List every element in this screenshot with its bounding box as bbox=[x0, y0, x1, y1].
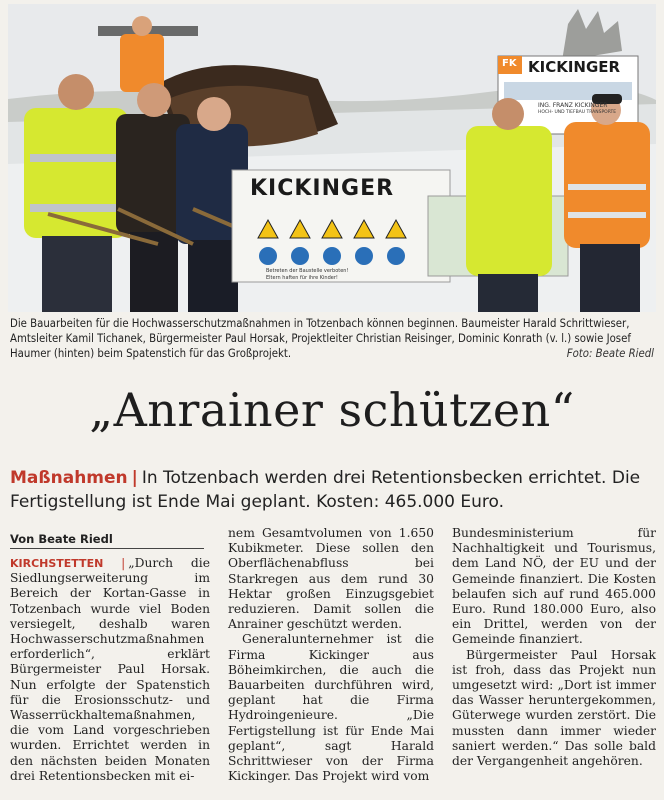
subhead-text: In Totzenbach werden drei Retentionsbecken errichtet. Die Fertigstellung ist Ende Mai geplant. Kosten: 465.000 Euro. bbox=[10, 468, 641, 512]
col3-paragraph-2: Bürgermeister Paul Horsak ist froh, dass das Projekt nun umgesetzt wird: „Dort ist immer das Wasser heruntergekommen, Güterwege wurden zerstört. Die mussten dann immer wieder saniert werden.“ Das solle bald der Vergangenheit angehören. bbox=[452, 647, 656, 769]
sign-subtitle-line: HOCH- UND TIEFBAU TRANSPORTE bbox=[538, 110, 617, 115]
dateline-separator: | bbox=[121, 556, 126, 570]
sign-subtitle: ING. FRANZ KICKINGER bbox=[538, 102, 608, 109]
byline: Von Beate Riedl bbox=[10, 532, 204, 549]
banner-warning-2: Eltern haften für ihre Kinder! bbox=[266, 275, 338, 281]
caption-text: Die Bauarbeiten für die Hochwasserschutzmaßnahmen in Totzenbach können beginnen. Baumeister Harald Schrittwieser, Amtsleiter Kamil Tichanek, Bürgermeister Paul Horsak, Projektleiter Christian Reisinger, Dominic Konrath (v. l.) sowie Josef Haumer (hinten) beim Spatenstich für das Großprojekt. bbox=[10, 317, 631, 360]
col2-paragraph-1: nem Gesamtvolumen von 1.650 Kubikmeter. Diese sollen den Oberflächenabfluss bei Starkregen aus dem rund 30 Hektar großen Einzugsgebiet reduzieren. Damit sollen die Anrainer geschützt werden. bbox=[228, 526, 434, 632]
sign-logo: FK bbox=[502, 58, 517, 69]
groundbreaking-photo bbox=[8, 4, 656, 312]
subheadline bbox=[10, 466, 660, 514]
sign-brand: KICKINGER bbox=[528, 58, 621, 76]
col2-paragraph-2: Generalunternehmer ist die Firma Kickinger aus Böheimkirchen, die auch die Bauarbeiten durchführen wird, geplant hat die Firma Hydroingenieure. „Die Fertigstellung ist für Ende Mai geplant“, sagt Harald Schrittwieser von der Firma Kickinger. Das Projekt wird vom bbox=[228, 632, 434, 784]
subhead-kicker: Maßnahmen bbox=[10, 468, 128, 488]
subhead-separator: | bbox=[131, 468, 138, 488]
photo-credit: Foto: Beate Riedl bbox=[566, 347, 654, 360]
col1-paragraph-1: „Durch die Siedlungserweiterung im Bereich der Kortan-Gasse in Totzenbach wurde viel Boden versiegelt, deshalb waren Hochwasserschutzmaßnahmen erforderlich“, erklärt Bürgermeister Paul Horsak. Nun erfolgte der Spatenstich für die Erosionsschutz- und Wasserrückhaltemaßnahmen, die vom Land vorgeschrieben wurden. Errichtet werden in den nächsten beiden Monaten drei Retentionsbecken mit ei- bbox=[10, 556, 210, 783]
col3-paragraph-1: Bundesministerium für Nachhaltigkeit und Tourismus, dem Land NÖ, der EU und der Gemeinde finanziert. Die Kosten belaufen sich auf rund 465.000 Euro. Rund 180.000 Euro, also ein Drittel, werden von der Gemeinde finanziert. bbox=[452, 526, 656, 647]
photo-caption bbox=[10, 316, 654, 361]
article-column-3 bbox=[452, 526, 656, 769]
article-column-2 bbox=[228, 526, 434, 784]
banner-warning-1: Betreten der Baustelle verboten! bbox=[266, 268, 349, 274]
article-column-1 bbox=[10, 556, 210, 784]
banner-brand: KICKINGER bbox=[250, 176, 395, 201]
headline: „Anrainer schützen“ bbox=[89, 383, 575, 437]
article-paragraph bbox=[10, 556, 210, 784]
dateline: KIRCHSTETTEN bbox=[10, 557, 104, 570]
article-photo bbox=[8, 4, 656, 312]
